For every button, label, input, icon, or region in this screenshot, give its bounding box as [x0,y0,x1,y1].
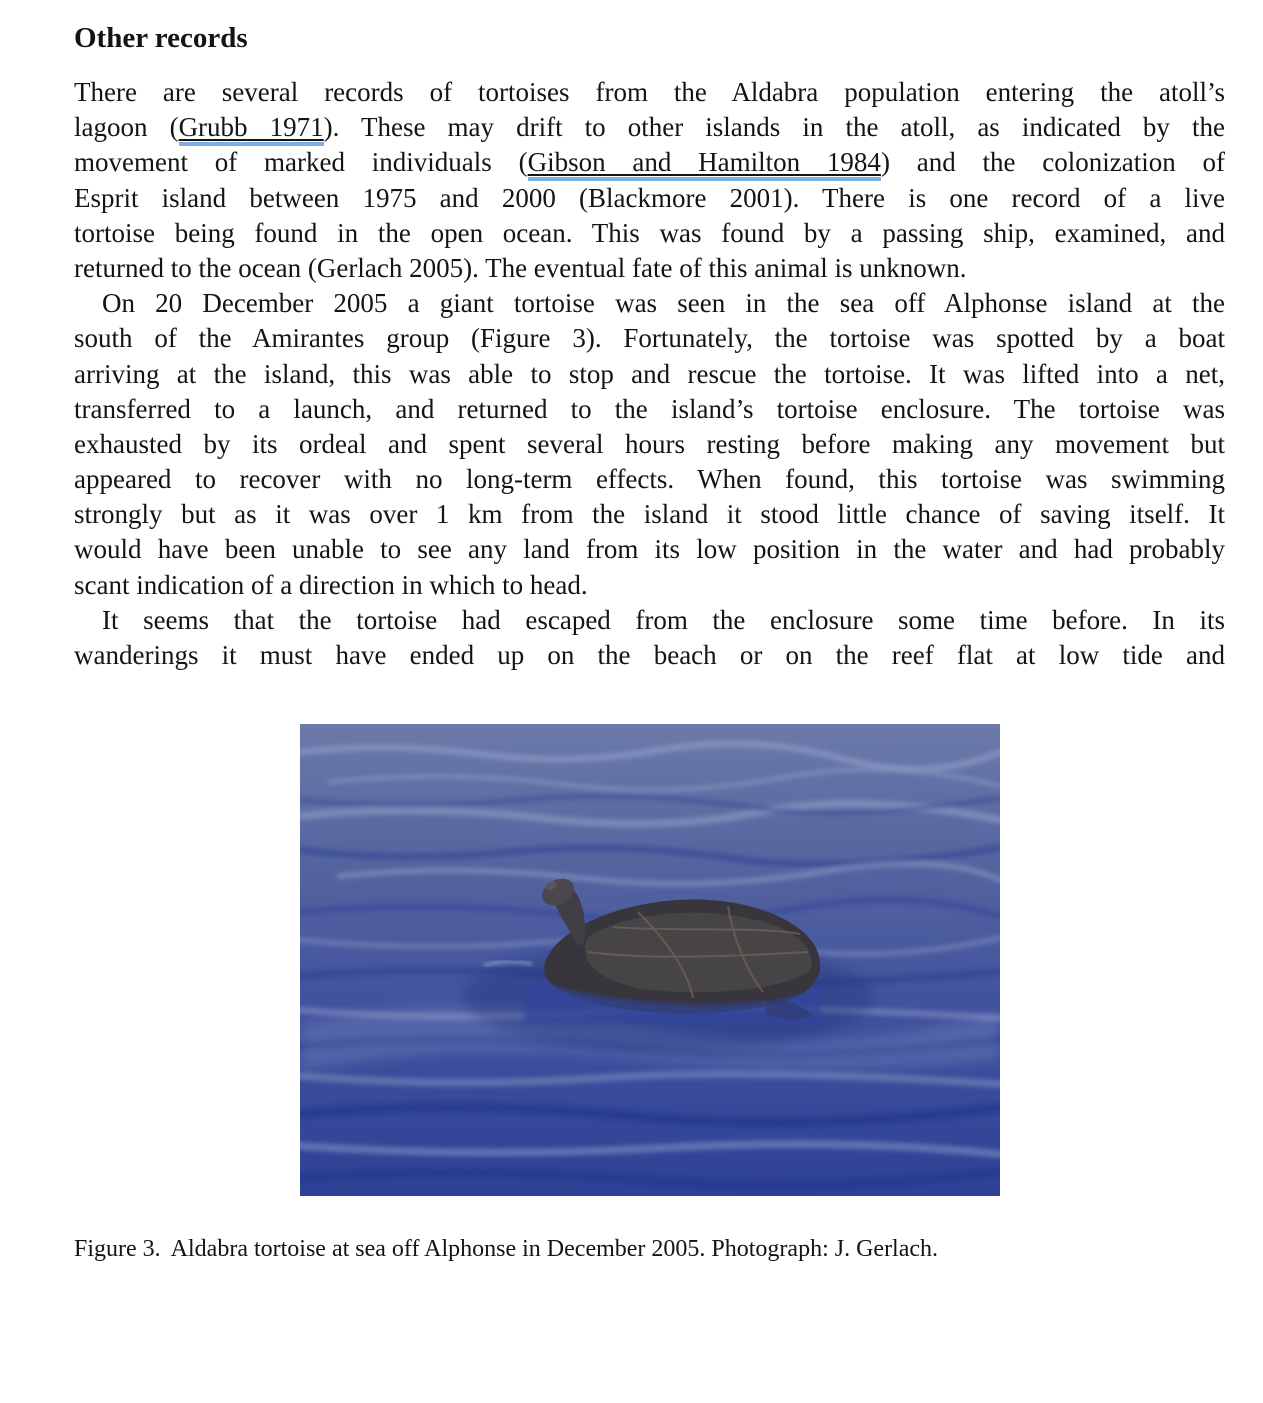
paragraph-3 [74,603,1225,673]
text-line [74,392,1225,427]
text-line [74,497,1225,532]
citation-link[interactable]: Grubb 1971 [179,112,324,146]
text-line [74,568,1225,603]
text-run: ) and the colonization of [880,147,1226,178]
figure-photo [300,724,1000,1196]
text-run: arriving at the island, this was able to stop and rescue the tortoise. It was lifted into a net, [74,358,1225,389]
text-line [74,286,1225,321]
figure-3 [74,724,1225,1264]
text-run: wanderings it must have ended up on the beach or on the reef flat at low tide and [74,640,1225,670]
article-body [74,75,1225,673]
text-run: lagoon ( [74,112,179,143]
text-run: It seems that the tortoise had escaped from the enclosure some time before. In its [102,604,1225,635]
text-line [74,321,1225,356]
figure-caption [74,1234,1225,1264]
text-run: south of the Amirantes group (Figure 3). Fortunately, the tortoise was spotted by a boat [74,323,1225,354]
text-line [74,110,1225,145]
text-line [74,181,1225,216]
figure-caption-label: Figure 3. [74,1236,161,1263]
text-run: movement of marked individuals ( [74,147,528,178]
text-run: There are several records of tortoises from the Aldabra population entering the atoll’s [74,77,1225,107]
text-run: appeared to recover with no long-term effects. When found, this tortoise was swimming [74,464,1225,495]
paragraph-1 [74,75,1225,286]
text-run: strongly but as it was over 1 km from the island it stood little chance of saving itself. It [74,499,1225,530]
text-run: On 20 December 2005 a giant tortoise was seen in the sea off Alphonse island at the [102,288,1225,319]
text-line [74,216,1225,251]
section-heading: Other records [74,22,248,54]
text-run: would have been unable to see any land from its low position in the water and had probably [74,534,1225,565]
text-line [74,145,1225,180]
text-run: returned to the ocean (Gerlach 2005). The eventual fate of this animal is unknown. [74,252,967,283]
paragraph-2 [74,286,1225,603]
text-line [74,357,1225,392]
text-line [74,427,1225,462]
page-content [74,0,1225,1264]
text-line [74,603,1225,638]
text-run: exhausted by its ordeal and spent several hours resting before making any movement but [74,428,1225,459]
text-run: ). These may drift to other islands in the atoll, as indicated by the [323,112,1225,143]
text-run: Esprit island between 1975 and 2000 (Blackmore 2001). There is one record of a live [74,182,1225,213]
text-run: tortoise being found in the open ocean. This was found by a passing ship, examined, and [74,217,1225,248]
text-line [74,638,1225,673]
text-line [74,462,1225,497]
text-line [74,532,1225,567]
text-run: scant indication of a direction in which to head. [74,569,588,600]
text-run: transferred to a launch, and returned to the island’s tortoise enclosure. The tortoise was [74,393,1225,424]
text-line [74,251,1225,286]
figure-caption-text: Aldabra tortoise at sea off Alphonse in December 2005. Photograph: J. Gerlach. [170,1236,939,1263]
citation-link[interactable]: Gibson and Hamilton 1984 [528,147,881,181]
text-line [74,75,1225,110]
